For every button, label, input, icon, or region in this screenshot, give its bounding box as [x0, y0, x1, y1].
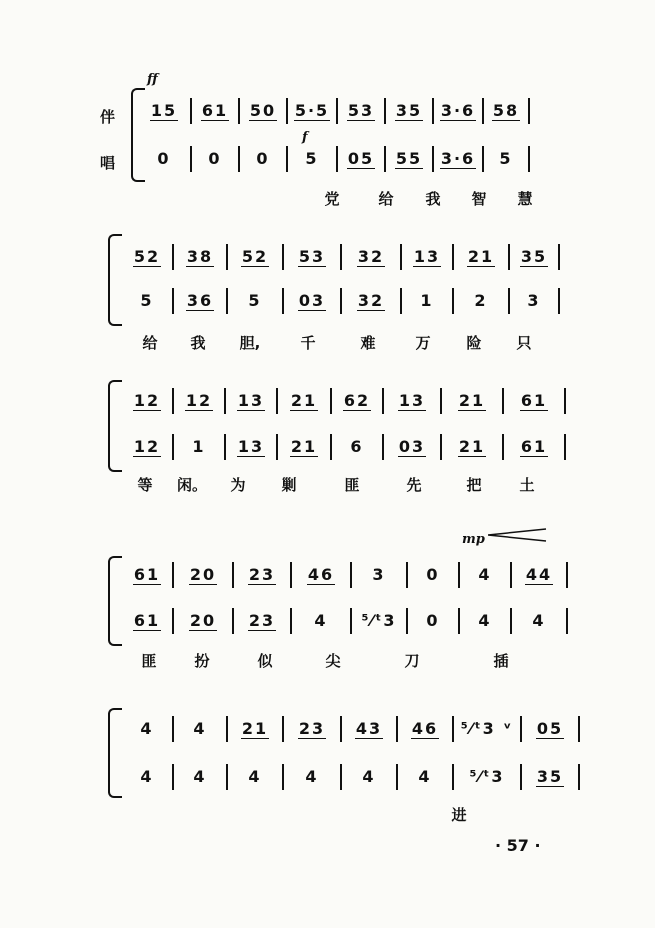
upper-staff [124, 558, 570, 592]
measure: 46 [411, 718, 439, 738]
lower-staff [124, 430, 568, 464]
part-label-lower: 唱 [100, 154, 116, 172]
lyric: 万 [415, 334, 431, 352]
measure: 1 [192, 437, 206, 456]
measure: 0 [157, 149, 171, 168]
measure: 43 [355, 718, 383, 738]
lyrics-line [446, 804, 472, 825]
lyrics-line [302, 188, 548, 209]
lower-staff [124, 284, 562, 318]
measure: 13 [398, 390, 426, 410]
measure: 4 [140, 719, 154, 738]
lyric: 我 [425, 190, 441, 208]
lyric: 胆, [239, 334, 261, 352]
measure: 32 [357, 290, 385, 310]
measure: 4 [193, 767, 207, 786]
measure: 4 [305, 767, 319, 786]
lower-staff [124, 604, 570, 638]
dynamic-mp: mp [462, 532, 485, 547]
measure: 4 [362, 767, 376, 786]
measure: 4 [193, 719, 207, 738]
measure: 5 [248, 291, 262, 310]
measure: 05 [347, 148, 375, 168]
measure: 35 [520, 246, 548, 266]
measure: 12 [185, 390, 213, 410]
measure: 21 [458, 436, 486, 456]
lyric: 剿 [281, 476, 297, 494]
measure: 3 [527, 291, 541, 310]
lyric: 把 [466, 476, 482, 494]
measure: 13 [413, 246, 441, 266]
dynamic-ff: ff [147, 72, 158, 87]
measure: 15 [150, 100, 178, 120]
lyrics-line [124, 650, 544, 671]
measure: 35 [395, 100, 423, 120]
measure: 23 [248, 610, 276, 630]
lyric: 只 [516, 334, 532, 352]
measure: 52 [241, 246, 269, 266]
measure: 35 [536, 766, 564, 786]
lyric: 党 [324, 190, 340, 208]
lyrics-line [124, 474, 550, 495]
measure: 61 [133, 610, 161, 630]
lyric: 扮 [194, 652, 210, 670]
upper-staff [140, 94, 532, 128]
measure: 2 [474, 291, 488, 310]
lower-staff [140, 142, 532, 176]
measure: ⁵⁄ᵗ3 [469, 767, 505, 786]
measure: 4 [478, 611, 492, 630]
lyric: 等 [137, 476, 153, 494]
measure: 53 [347, 100, 375, 120]
lyrics-line [126, 332, 548, 353]
lyric: 智 [471, 190, 487, 208]
measure: 03 [398, 436, 426, 456]
lyric: 插 [493, 652, 509, 670]
measure: 21 [467, 246, 495, 266]
measure: 21 [290, 436, 318, 456]
lyric: 进 [451, 806, 467, 824]
measure: 44 [525, 564, 553, 584]
system-brace [108, 380, 122, 472]
measure: 1 [420, 291, 434, 310]
measure: 5·5 [294, 100, 330, 120]
measure: 61 [520, 436, 548, 456]
lyric: 匪 [141, 652, 157, 670]
lower-staff [124, 760, 582, 794]
measure: 4 [478, 565, 492, 584]
lyric: 给 [142, 334, 158, 352]
measure: 3·6 [440, 100, 476, 120]
measure: 6 [350, 437, 364, 456]
lyric: 匪 [344, 476, 360, 494]
upper-staff [124, 384, 568, 418]
crescendo-hairpin-icon [488, 528, 548, 542]
measure: 21 [290, 390, 318, 410]
measure: 61 [133, 564, 161, 584]
lyric: 难 [360, 334, 376, 352]
measure: 0 [256, 149, 270, 168]
measure: 0 [426, 565, 440, 584]
measure: 21 [241, 718, 269, 738]
lyric: 先 [406, 476, 422, 494]
measure: 5 [140, 291, 154, 310]
measure: 36 [186, 290, 214, 310]
measure: 12 [133, 390, 161, 410]
page-number: · 57 · [495, 836, 541, 855]
lyric: 为 [230, 476, 246, 494]
measure: 46 [307, 564, 335, 584]
measure: 12 [133, 436, 161, 456]
measure: 13 [237, 390, 265, 410]
lyric: 险 [466, 334, 482, 352]
measure: 20 [189, 564, 217, 584]
measure: 61 [201, 100, 229, 120]
lyric: 土 [519, 476, 535, 494]
measure: 5 [305, 149, 319, 168]
measure: 05 [536, 718, 564, 738]
measure: 4 [418, 767, 432, 786]
lyric: 尖 [325, 652, 341, 670]
lyric: 似 [257, 652, 273, 670]
lyric: 刀 [404, 652, 420, 670]
measure: 4 [248, 767, 262, 786]
measure: 23 [248, 564, 276, 584]
measure: ⁵⁄ᵗ3 ᵛ [460, 719, 514, 738]
measure: 62 [343, 390, 371, 410]
lyric: 给 [378, 190, 394, 208]
measure: 23 [298, 718, 326, 738]
dynamic-f: f [302, 130, 308, 145]
lyric: 慧 [517, 190, 533, 208]
measure: 03 [298, 290, 326, 310]
upper-staff [124, 240, 562, 274]
measure: 21 [458, 390, 486, 410]
lyric: 闲。 [176, 476, 207, 494]
system-brace [108, 234, 122, 326]
measure: 55 [395, 148, 423, 168]
measure: 58 [492, 100, 520, 120]
measure: 5 [499, 149, 513, 168]
measure: 4 [314, 611, 328, 630]
measure: 50 [249, 100, 277, 120]
measure: 4 [140, 767, 154, 786]
measure: 52 [133, 246, 161, 266]
measure: 3·6 [440, 148, 476, 168]
measure: ⁵⁄ᵗ3 [361, 611, 397, 630]
lyric: 我 [190, 334, 206, 352]
lyric: 千 [300, 334, 316, 352]
measure: 53 [298, 246, 326, 266]
system-brace [108, 556, 122, 646]
measure: 13 [237, 436, 265, 456]
measure: 61 [520, 390, 548, 410]
measure: 0 [426, 611, 440, 630]
measure: 38 [186, 246, 214, 266]
upper-staff [124, 712, 582, 746]
measure: 32 [357, 246, 385, 266]
system-brace [108, 708, 122, 798]
measure: 20 [189, 610, 217, 630]
measure: 4 [532, 611, 546, 630]
part-label-upper: 伴 [100, 108, 116, 126]
measure: 0 [208, 149, 222, 168]
measure: 3 [372, 565, 386, 584]
